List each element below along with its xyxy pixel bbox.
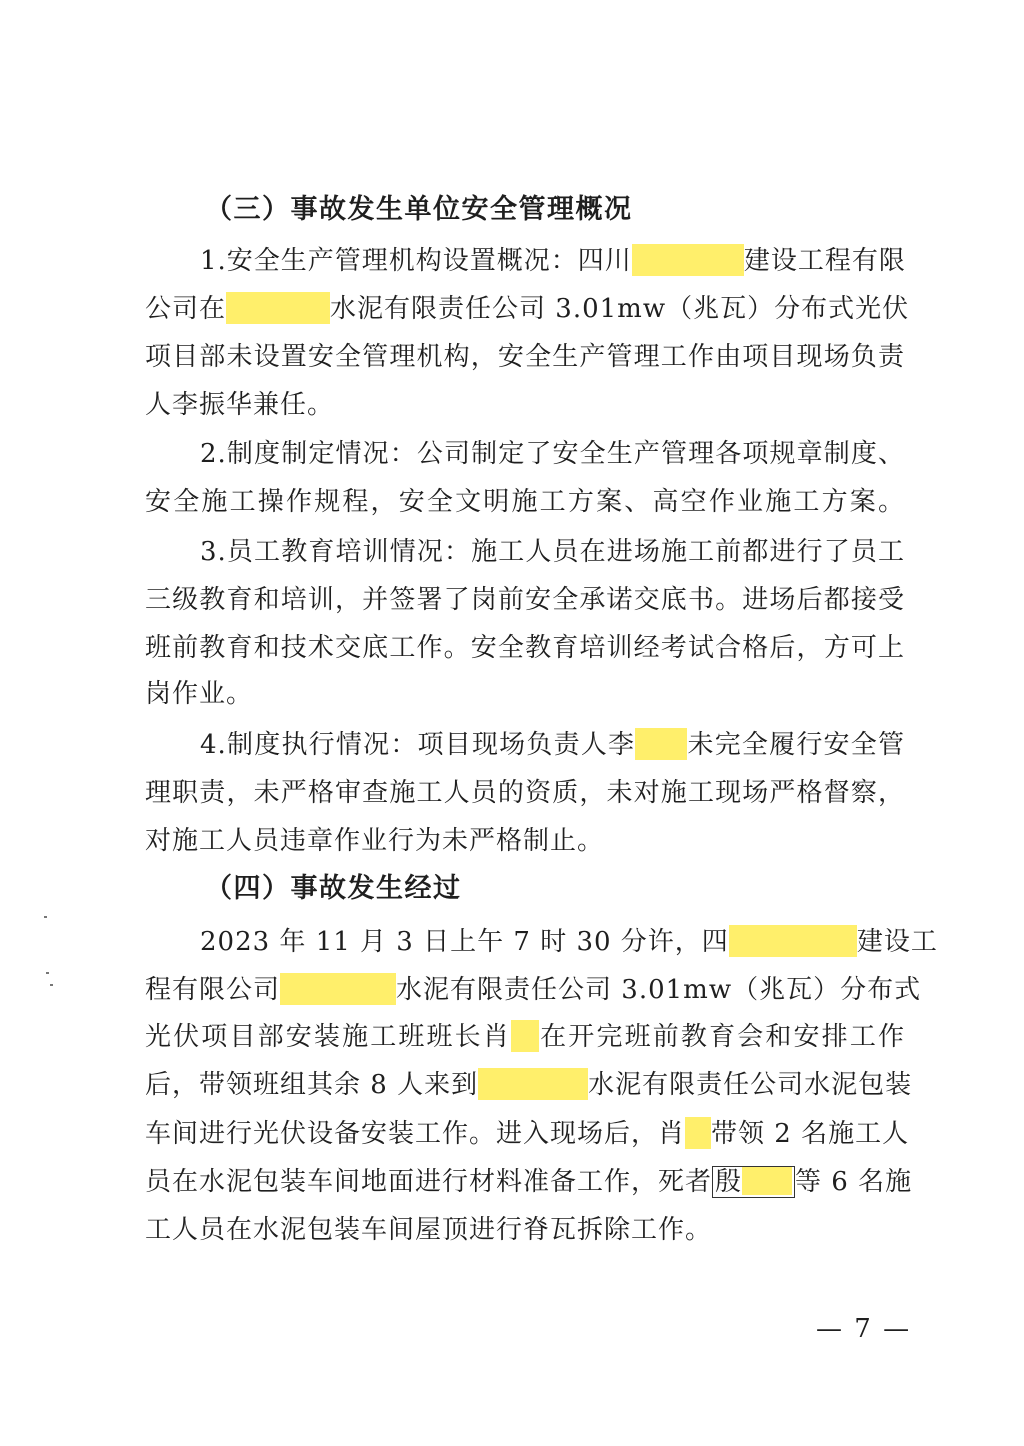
text-segment: 在开完班前教育会和安排工作 [539,1022,905,1052]
redaction-mark [729,925,857,957]
paragraph-1-line-4: 人李振华兼任。 [145,390,335,420]
text-segment: 公司在 [145,294,227,324]
paragraph-2-line-2: 安全施工操作规程，安全文明施工方案、高空作业施工方案。 [145,487,905,517]
text-segment: 建设工程有限 [743,246,906,276]
text-segment: 等 6 名施 [795,1167,913,1197]
text-segment: 建设工 [856,927,938,957]
scan-speck [44,916,47,918]
redaction-mark [635,728,687,760]
scan-speck [50,984,53,986]
page-number: — 7 — [816,1314,912,1344]
redaction-mark [226,292,330,324]
paragraph-1-line-1 [200,244,905,278]
paragraph-3-line-4: 岗作业。 [145,679,254,709]
paragraph-4-line-1 [200,728,905,762]
text-segment: 光伏项目部安装施工班班长肖 [145,1022,511,1052]
paragraph-3-line-3: 班前教育和技术交底工作。安全教育培训经考试合格后，方可上 [145,633,905,663]
text-segment: 程有限公司 [145,975,281,1005]
redaction-mark [685,1117,711,1149]
redaction-mark [632,244,744,276]
paragraph-1-line-2 [145,292,910,326]
paragraph-5-line-5 [145,1117,910,1151]
paragraph-1-line-3: 项目部未设置安全管理机构，安全生产管理工作由项目现场负责 [145,342,905,372]
paragraph-5-line-4 [145,1068,913,1102]
text-segment: 员在水泥包装车间地面进行材料准备工作，死者 [145,1167,713,1197]
text-segment: 殷 [715,1167,743,1197]
paragraph-5-line-3 [145,1020,905,1054]
text-segment: 未完全履行安全管 [687,730,905,760]
text-segment: 车间进行光伏设备安装工作。进入现场后，肖 [145,1119,686,1149]
paragraph-3-line-2: 三级教育和培训，并签署了岗前安全承诺交底书。进场后都接受 [145,585,905,615]
paragraph-2-line-1: 2.制度制定情况：公司制定了安全生产管理各项规章制度、 [200,439,905,469]
paragraph-3-line-1: 3.员工教育培训情况：施工人员在进场施工前都进行了员工 [200,537,905,567]
text-segment: 水泥有限责任公司水泥包装 [588,1070,913,1100]
text-segment: 4.制度执行情况：项目现场负责人李 [200,730,636,760]
boxed-name [712,1166,795,1198]
text-segment: 水泥有限责任公司 3.01mw（兆瓦）分布式光伏 [330,294,910,324]
text-segment: 水泥有限责任公司 3.01mw（兆瓦）分布式 [396,975,922,1005]
scan-speck [46,972,49,974]
paragraph-4-line-2: 理职责，未严格审查施工人员的资质，未对施工现场严格督察， [145,778,905,808]
text-segment: 后，带领班组其余 8 人来到 [145,1070,479,1100]
redaction-mark [280,973,396,1005]
redaction-mark [511,1020,539,1052]
redaction-mark [478,1068,588,1100]
paragraph-4-line-3: 对施工人员违章作业行为未严格制止。 [145,826,605,856]
paragraph-5-line-2 [145,973,922,1007]
paragraph-5-line-7: 工人员在水泥包装车间屋顶进行脊瓦拆除工作。 [145,1215,713,1245]
section-heading-3: （三）事故发生单位安全管理概况 [205,194,633,225]
text-segment: 1.安全生产管理机构设置概况：四川 [200,246,632,276]
paragraph-5-line-6 [145,1165,913,1199]
text-segment: 带领 2 名施工人 [711,1119,910,1149]
text-segment: 2023 年 11 月 3 日上午 7 时 30 分许，四 [200,927,729,957]
redaction-mark [742,1167,792,1195]
section-heading-4: （四）事故发生经过 [205,873,462,904]
paragraph-5-line-1 [200,925,938,959]
